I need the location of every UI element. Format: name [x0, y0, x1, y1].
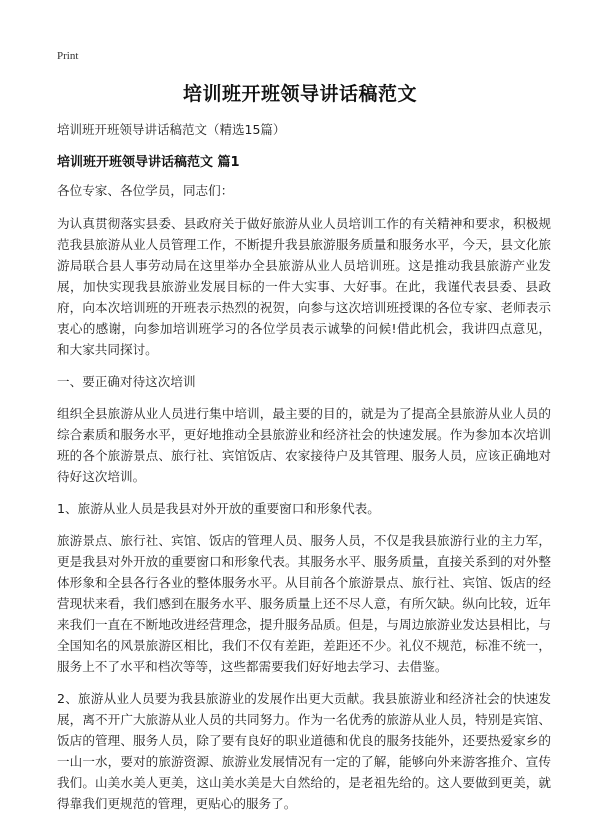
body-paragraph: 旅游景点、旅行社、宾馆、饭店的管理人员、服务人员，不仅是我县旅游行业的主力军，更是我县对外开放的重要窗口和形象代表。其服务水平、服务质量，直接关系到的对外整体形象和全县各行各业的整体服务水平。从目前各个旅游景点、旅行社、宾馆、饭店的经营现状来看，我们感到在服务水平、服务质量上还不尽人意，有所欠缺。纵向比较，近年来我们一直在不断地改进经营理念，提升服务品质。但是，与周边旅游业发达县相比，与全国知名的风景旅游区相比，我们不仅有差距，差距还不少。礼仪不规范，标准不统一，服务上不了水平和档次等等，这些都需要我们好好地去学习、去借鉴。 — [57, 533, 551, 674]
body-paragraph: 2、旅游从业人员要为我县旅游业的发展作出更大贡献。我县旅游业和经济社会的快速发展，离不开广大旅游从业人员的共同努力。作为一名优秀的旅游从业人员，特别是宾馆、饭店的管理、服务人员，除了要有良好的职业道德和优良的服务技能外，还要热爱家乡的一山一水，要对的旅游资源、旅游业发展情况有一定的了解，能够向外来游客推介、宣传我们。山美水美人更美，这山美水美是大自然给的，是老祖先给的。这人要做到更美，就得靠我们更规范的管理，更贴心的服务了。 — [57, 691, 551, 811]
section-heading: 培训班开班领导讲话稿范文 篇1 — [57, 155, 240, 170]
greeting-paragraph: 各位专家、各位学员，同志们： — [57, 183, 234, 198]
subpoint-heading: 1、旅游从业人员是我县对外开放的重要窗口和形象代表。 — [57, 501, 380, 516]
body-paragraph: 为认真贯彻落实县委、县政府关于做好旅游从业人员培训工作的有关精神和要求，积极规范我县旅游从业人员管理工作，不断提升我县旅游服务质量和服务水平，今天，县文化旅游局联合县人事劳动局在这里举办全县旅游从业人员培训班。这是推动我县旅游产业发展，加快实现我县旅游业发展目标的一件大实事、大好事。在此，我谨代表县委、县政府，向本次培训班的开班表示热烈的祝贺，向参与这次培训班授课的各位专家、老师表示衷心的感谢，向参加培训班学习的各位学员表示诚挚的问候!借此机会，我讲四点意见，和大家共同探讨。 — [57, 216, 551, 357]
body-paragraph: 组织全县旅游从业人员进行集中培训，最主要的目的，就是为了提高全县旅游从业人员的综合素质和服务水平，更好地推动全县旅游业和经济社会的快速发展。作为参加本次培训班的各个旅游景点、旅行社、宾馆饭店、农家接待户及其管理、服务人员，应该正确地对待好这次培训。 — [57, 406, 551, 484]
document-body — [57, 180, 551, 825]
print-label[interactable]: Print — [57, 50, 79, 62]
document-subtitle: 培训班开班领导讲话稿范文（精选15篇） — [57, 122, 286, 137]
point-heading: 一、要正确对待这次培训 — [57, 374, 196, 389]
page-title: 培训班开班领导讲话稿范文 — [182, 83, 417, 105]
